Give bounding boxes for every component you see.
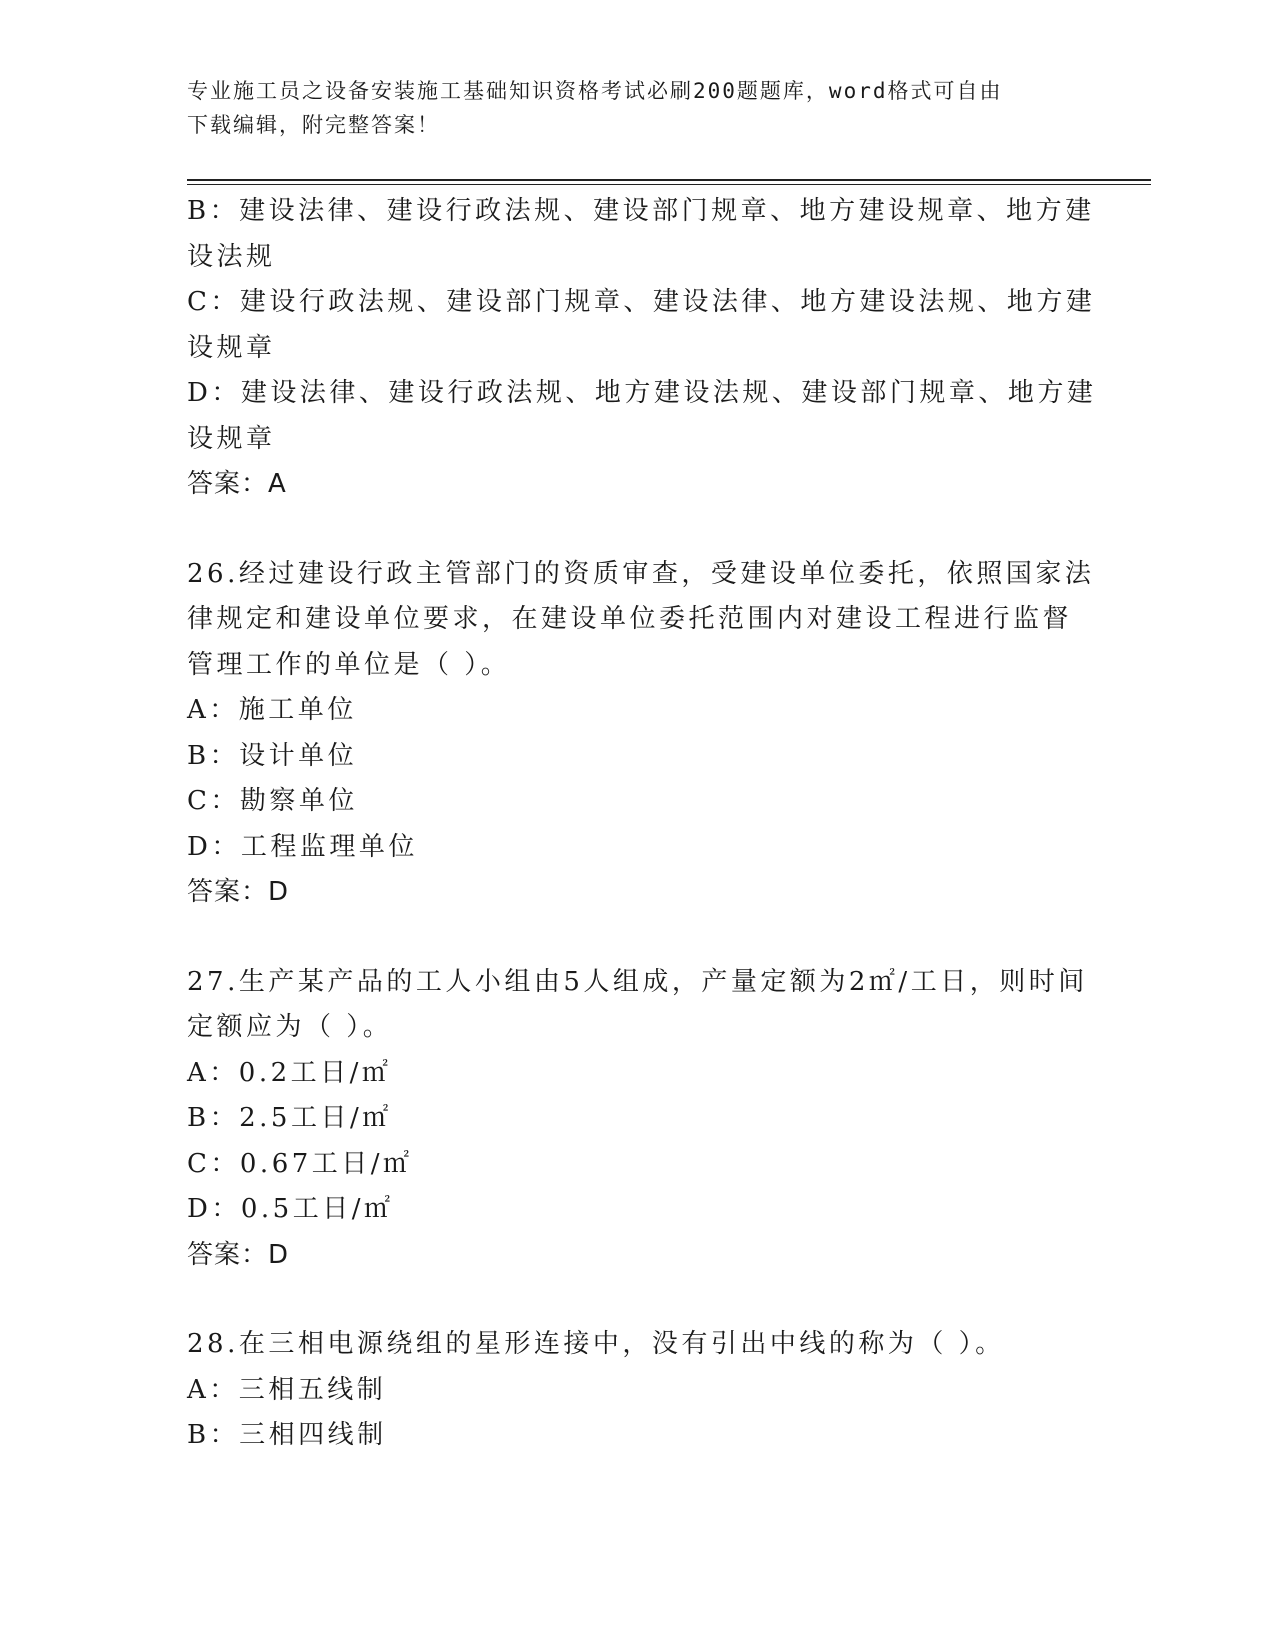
option-d-line-1: D：建设法律、建设行政法规、地方建设法规、建设部门规章、地方建 — [187, 378, 1097, 408]
option-b-line-2: 设法规 — [187, 241, 276, 272]
question-28 — [187, 1322, 1087, 1459]
question-26 — [187, 552, 1095, 916]
question-stem-line-2: 律规定和建设单位要求，在建设单位委托范围内对建设工程进行监督 — [187, 604, 1073, 634]
option-c-line-1: C：建设行政法规、建设部门规章、建设法律、地方建设法规、地方建 — [187, 287, 1096, 317]
option-a: A：0.2工日/㎡ — [187, 1057, 392, 1088]
question-content — [187, 189, 1097, 1459]
header-rule-thick — [187, 179, 1151, 181]
option-b: B：三相四线制 — [187, 1420, 387, 1450]
option-d-line-2: 设规章 — [187, 423, 276, 454]
option-d: D：0.5工日/㎡ — [187, 1194, 394, 1224]
question-gap — [187, 916, 1087, 960]
option-b-line-1: B：建设法律、建设行政法规、建设部门规章、地方建设规章、地方建 — [187, 196, 1095, 226]
question-27 — [187, 960, 1087, 1279]
answer-line: 答案：A — [187, 469, 287, 499]
option-d: D：工程监理单位 — [187, 831, 418, 862]
document-header — [187, 74, 1067, 142]
answer-line: 答案：D — [187, 1239, 290, 1270]
question-stem-line-1: 26.经过建设行政主管部门的资质审查，受建设单位委托，依照国家法 — [187, 558, 1095, 589]
question-stem-line-1: 27.生产某产品的工人小组由5人组成，产量定额为2㎡/工日，则时间 — [187, 966, 1088, 997]
answer-line: 答案：D — [187, 877, 290, 907]
header-line-1: 专业施工员之设备安装施工基础知识资格考试必刷200题题库，word格式可自由 — [187, 79, 1003, 103]
option-b: B：2.5工日/㎡ — [187, 1103, 392, 1133]
question-stem-line-3: 管理工作的单位是（ ）。 — [187, 649, 511, 680]
question-stem-line-1: 28.在三相电源绕组的星形连接中，没有引出中线的称为（ ）。 — [187, 1329, 1005, 1359]
header-rule-thin — [187, 184, 1151, 185]
option-a: A：施工单位 — [187, 695, 357, 725]
option-a: A：三相五线制 — [187, 1374, 387, 1405]
question-gap — [187, 508, 1087, 552]
option-c: C：0.67工日/㎡ — [187, 1148, 413, 1179]
option-c-line-2: 设规章 — [187, 332, 276, 363]
question-25-tail — [187, 189, 1097, 508]
question-gap — [187, 1278, 1087, 1322]
option-b: B：设计单位 — [187, 740, 358, 771]
header-line-2: 下载编辑，附完整答案！ — [187, 113, 440, 137]
option-c: C：勘察单位 — [187, 786, 358, 816]
question-stem-line-2: 定额应为（ ）。 — [187, 1012, 393, 1042]
